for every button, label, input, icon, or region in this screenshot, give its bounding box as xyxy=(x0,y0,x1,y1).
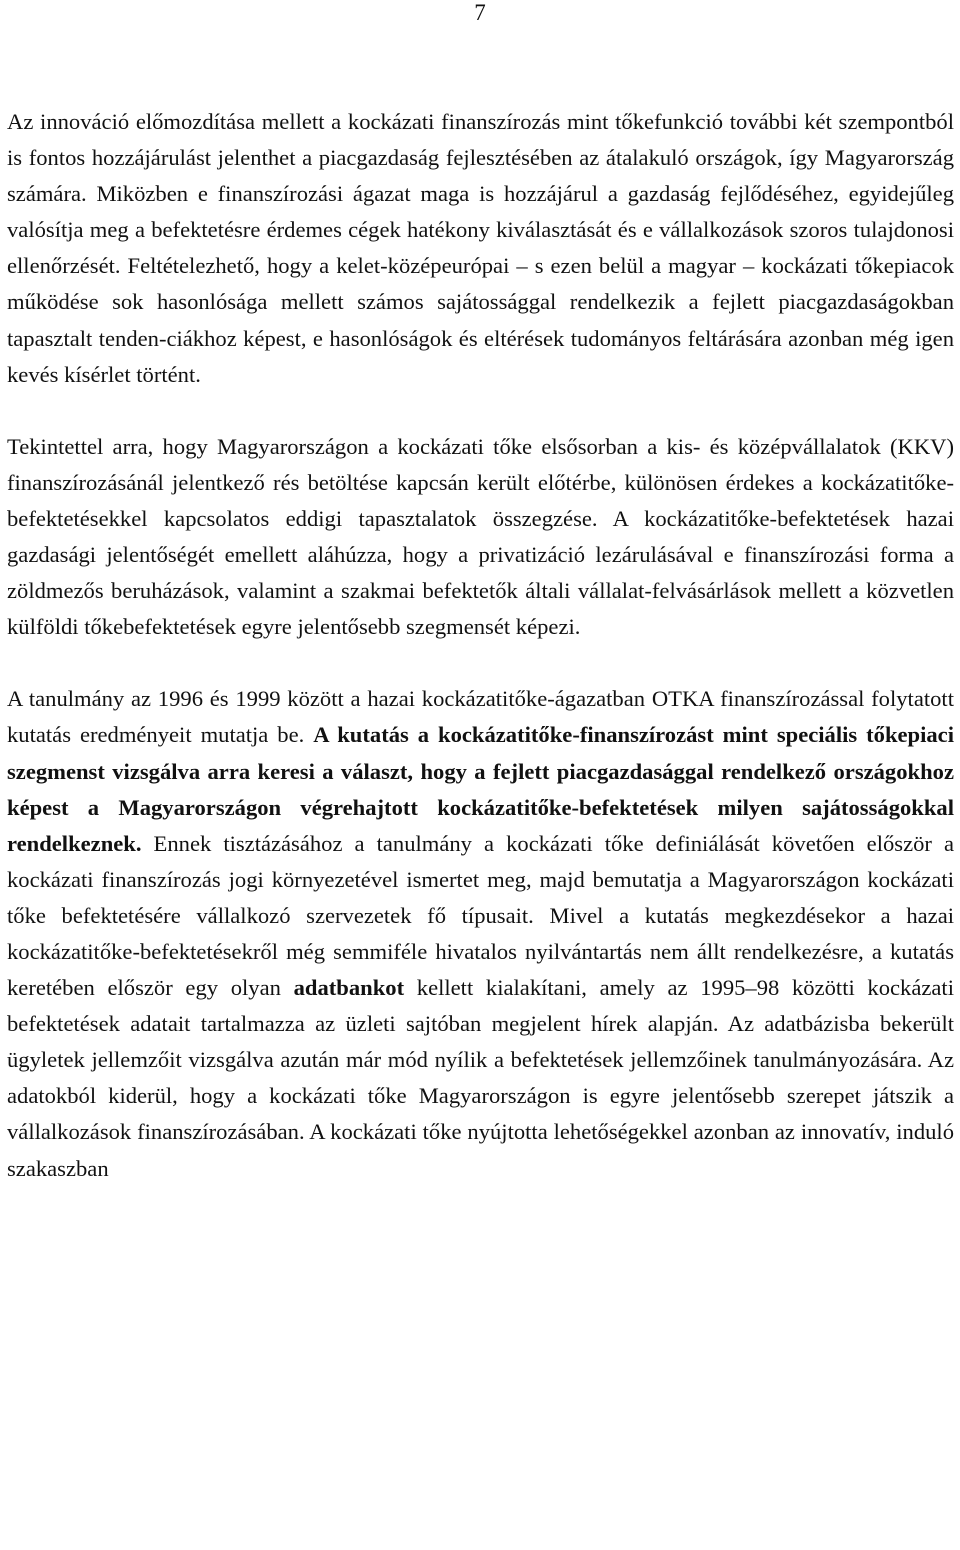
databank-term: adatbankot xyxy=(293,975,405,1001)
study-intro-text: A tanulmány az 1996 és 1999 között a hazai kockázatitőke-ágazatban OTKA finanszírozással folytatott kutatás eredményeit mutatja be. xyxy=(7,686,954,748)
paragraph-innovation: Az innováció előmozdítása mellett a kockázati finanszírozás mint tőkefunkció további két szempontból is fontos hozzájárulást jelenthet a piacgazdaság fejlesztésében az átalakuló országok, így Magyarország számára. Miközben e finanszírozási ágazat maga is hozzájárul a gazdaság fejlődéséhez, egyidejűleg valósítja meg a befektetésre érdemes cégek hatékony kiválasztását és e vállalkozások szoros tulajdonosi ellenőrzését. Feltételezhető, hogy a kelet-középeurópai – s ezen belül a magyar – kockázati tőkepiacok működése sok hasonlósága mellett számos sajátossággal rendelkezik a fejlett piacgazdaságokban tapasztalt tenden-ciákhoz képest, e hasonlóságok és eltérések tudományos feltárására azonban még igen kevés kísérlet történt. xyxy=(7,109,954,387)
page-number: 7 xyxy=(474,0,486,25)
paragraph-study xyxy=(7,681,954,1186)
body-text xyxy=(7,104,954,1187)
study-method-text: Ennek tisztázásához a tanulmány a kockázati tőke definiálását követően először a kockázati finanszírozás jogi környezetével ismertet meg, majd bemutatja a Magyarországon kockázati tőke befektetésére vállalkozó szervezetek fő típusait. Mivel a kutatás megkezdésekor a hazai kockázatitőke-befektetésekről még semmiféle hivatalos nyilvántartás nem állt rendelkezésre, a kutatás keretében először egy olyan xyxy=(7,830,954,1001)
paragraph-kkv: Tekintettel arra, hogy Magyarországon a kockázati tőke elsősorban a kis- és középvállalatok (KKV) finanszírozásánál jelentkező rés betöltése kapcsán került előtérbe, különösen érdekes a kockázatitőke-befektetésekkel kapcsolatos eddigi tapasztalatok összegzése. A kockázatitőke-befektetések hazai gazdasági jelentőségét emellett aláhúzza, hogy a privatizáció lezárulásával e finanszírozási forma a zöldmezős beruházások, valamint a szakmai befektetők általi vállalat-felvásárlások mellett a közvetlen külföldi tőkebefektetések egyre jelentősebb szegmensét képezi. xyxy=(7,433,954,640)
study-findings-text: kellett kialakítani, amely az 1995–98 közötti kockázati befektetések adatait tartalmazza az üzleti sajtóban megjelent hírek alapján. Az adatbázisba bekerült ügyletek jellemzőit vizsgálva azután már mód nyílik a befektetések jellemzőinek tanulmányozására. Az adatokból kiderül, hogy a kockázati tőke Magyarországon is egyre jelentősebb szerepet játszik a vállalkozások finanszírozásában. A kockázati tőke nyújtotta lehetőségekkel azonban az innovatív, induló szakaszban xyxy=(7,975,954,1181)
research-question-text: A kutatás a kockázatitőke-finanszírozást mint speciális tőkepiaci szegmenst vizsgálva arra keresi a választ, hogy a fejlett piacgazdasággal rendelkező országokhoz képest a Magyarországon végrehajtott kockázatitőke-befektetések milyen sajátosságokkal rendelkeznek. xyxy=(7,722,954,856)
